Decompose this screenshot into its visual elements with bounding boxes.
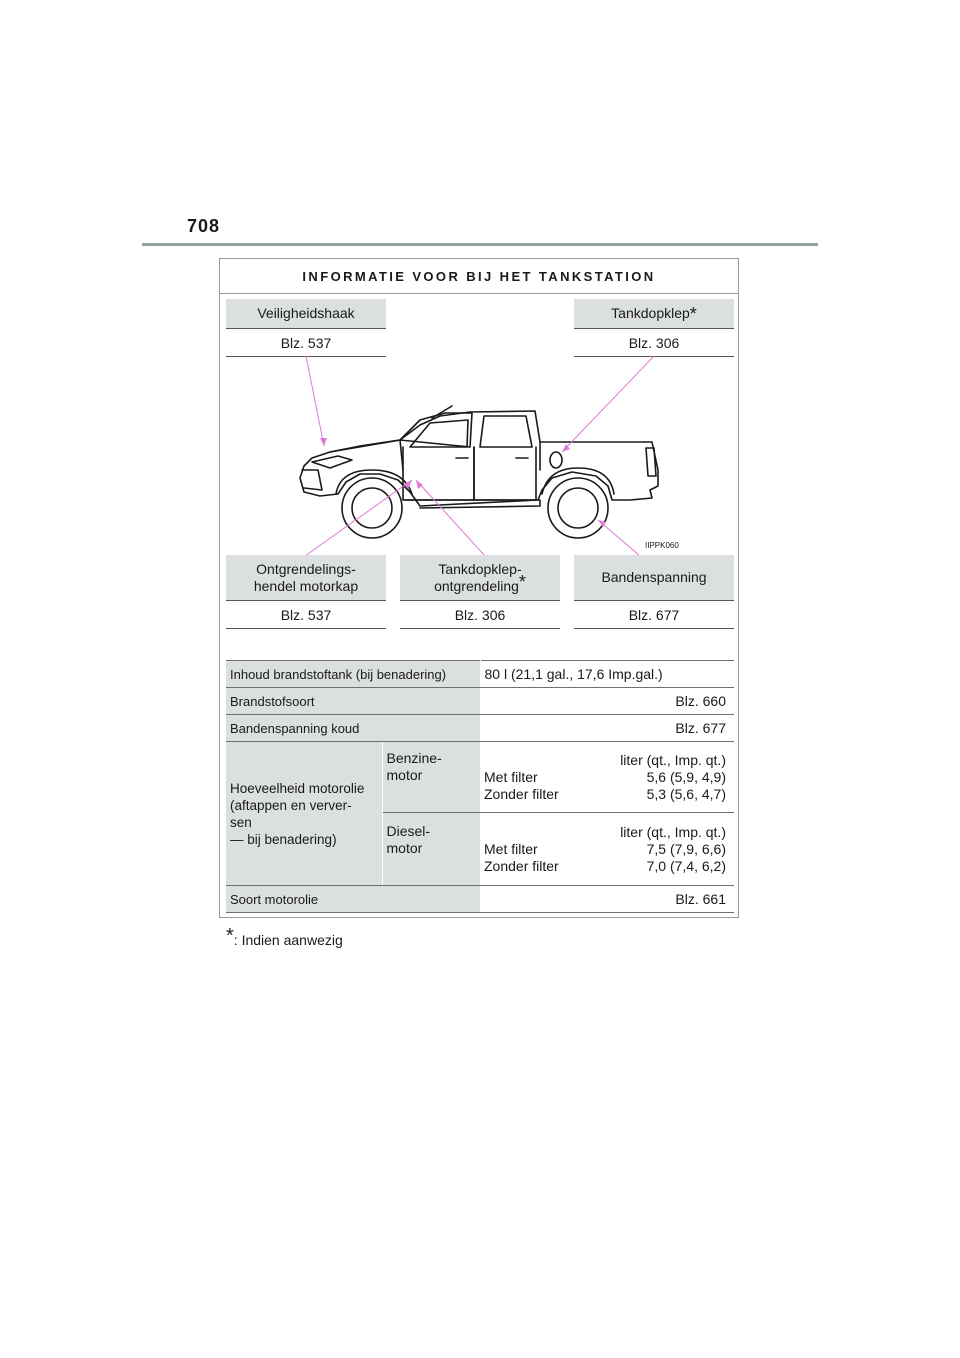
with-filter-label: Met filter — [484, 840, 538, 857]
tail-lamp — [646, 448, 656, 476]
oil-label-line2: (aftappen en verver- — [230, 797, 352, 813]
engine-line1: Diesel- — [386, 823, 431, 839]
spec-row-oil-type — [226, 886, 734, 913]
without-filter-value: 5,3 (5,6, 4,7) — [646, 785, 726, 802]
spec-label-oil-amount — [226, 742, 382, 886]
spec-row-tire-cold — [226, 715, 734, 742]
front-window — [410, 420, 468, 447]
rear-door — [474, 447, 536, 500]
callout-page-ref: Blz. 306 — [574, 329, 734, 357]
spec-value: 80 l (21,1 gal., 17,6 Imp.gal.) — [480, 661, 734, 688]
spec-value: Blz. 660 — [480, 688, 734, 715]
spec-label: Soort motorolie — [226, 886, 480, 913]
oil-label-line4: — bij benadering) — [230, 831, 337, 847]
callout-label: Tankdopklep * — [574, 299, 734, 329]
fuel-spec-table — [226, 660, 734, 913]
callout-label-line2: ontgrendeling — [434, 577, 519, 594]
front-door — [403, 447, 474, 500]
leader-tire-pressure — [598, 520, 640, 556]
callout-fuel-door-release — [400, 555, 560, 629]
callout-label-line2: hendel motorkap — [253, 577, 359, 594]
headlamp — [312, 456, 352, 468]
leader-fuel-door — [562, 356, 654, 452]
callout-page-ref: Blz. 306 — [400, 601, 560, 629]
callout-hood-release — [226, 555, 386, 629]
footnote-star: * — [226, 925, 234, 947]
without-filter-value: 7,0 (7,4, 6,2) — [646, 857, 726, 874]
engine-diesel — [382, 813, 480, 886]
section-title: INFORMATIE VOOR BIJ HET TANKSTATION — [220, 259, 738, 294]
oil-label-line3: sen — [230, 814, 252, 830]
callout-page-ref: Blz. 537 — [226, 329, 386, 357]
with-filter-value: 7,5 (7,9, 6,6) — [646, 840, 726, 857]
oil-values-petrol — [480, 742, 734, 813]
leader-safety-hook — [306, 356, 324, 446]
page-number: 708 — [187, 216, 221, 236]
spec-row-oil-petrol — [226, 742, 734, 813]
engine-line1: Benzine- — [386, 750, 442, 766]
callout-page-ref: Blz. 537 — [226, 601, 386, 629]
callout-label — [400, 555, 560, 601]
oil-label-line1: Hoeveelheid motorolie — [230, 780, 365, 796]
spec-row-fuel-type — [226, 688, 734, 715]
spec-row-tank — [226, 661, 734, 688]
oil-units: liter (qt., Imp. qt.) — [620, 823, 726, 840]
with-filter-label: Met filter — [484, 768, 538, 785]
rear-window — [480, 416, 532, 447]
spec-label: Inhoud brandstoftank (bij benadering) — [226, 661, 480, 688]
callout-label: Bandenspanning — [574, 555, 734, 601]
without-filter-label: Zonder filter — [484, 785, 559, 802]
footnote-text: : Indien aanwezig — [233, 932, 343, 948]
without-filter-label: Zonder filter — [484, 857, 559, 874]
truck-body-outline — [300, 411, 658, 506]
grille — [302, 470, 322, 490]
engine-line2: motor — [386, 767, 423, 783]
fuel-cap — [550, 452, 562, 468]
callout-tire-pressure — [574, 555, 734, 629]
footnote-star: * — [518, 571, 526, 592]
oil-units: liter (qt., Imp. qt.) — [620, 751, 726, 768]
callout-page-ref: Blz. 677 — [574, 601, 734, 629]
spec-value: Blz. 677 — [480, 715, 734, 742]
spec-label: Bandenspanning koud — [226, 715, 480, 742]
callout-label: Veiligheidshaak — [226, 299, 386, 329]
oil-values-diesel — [480, 813, 734, 886]
footnote — [226, 925, 343, 948]
engine-line2: motor — [386, 840, 423, 856]
rear-wheel — [548, 478, 608, 538]
callout-label-line1: Tankdopklep- — [438, 560, 522, 577]
callout-label-line1: Ontgrendelings- — [256, 560, 356, 577]
spec-value: Blz. 661 — [480, 886, 734, 913]
callout-label — [226, 555, 386, 601]
illustration-code: IIPPK060 — [645, 541, 679, 550]
callout-label-text: Tankdopklep — [611, 305, 690, 321]
leader-hood-release — [305, 480, 412, 556]
spec-label: Brandstofsoort — [226, 688, 480, 715]
engine-petrol — [382, 742, 480, 813]
with-filter-value: 5,6 (5,9, 4,9) — [646, 768, 726, 785]
